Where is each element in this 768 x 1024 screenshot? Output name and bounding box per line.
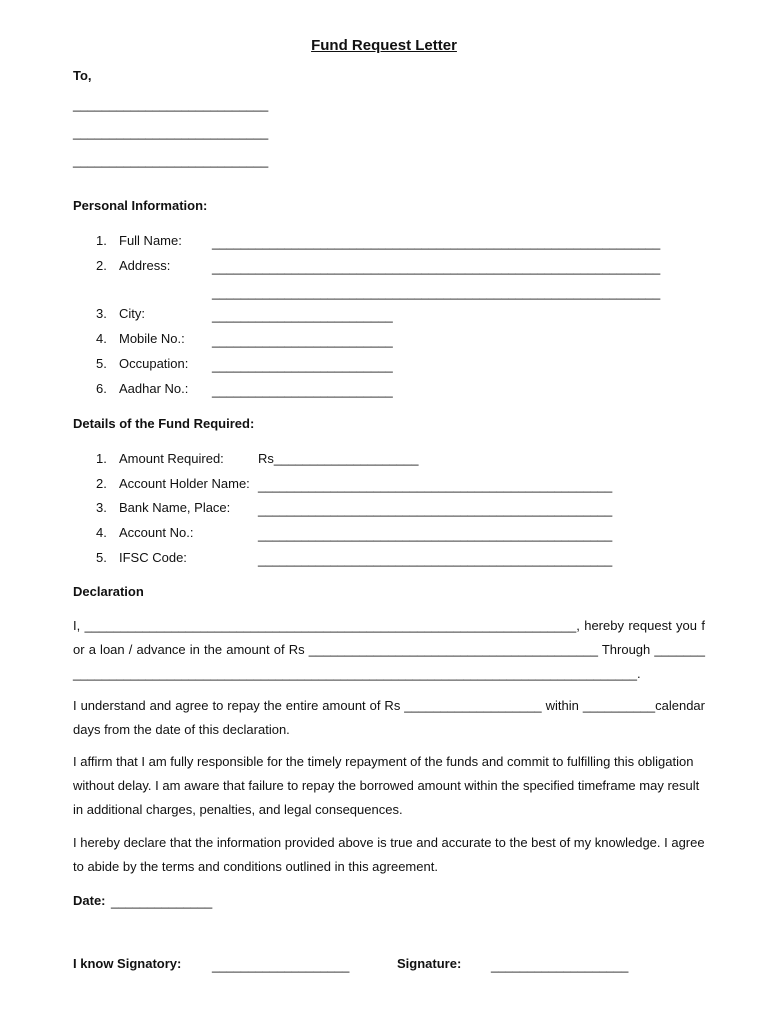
mobile-field[interactable]: _________________________ — [212, 333, 393, 348]
aadhar-label: Aadhar No.: — [119, 381, 189, 396]
date-field[interactable]: ______________ — [111, 894, 213, 909]
account-holder-label: Account Holder Name: — [119, 476, 250, 491]
fund-details-heading: Details of the Fund Required: — [73, 416, 255, 431]
personal-item-num: 4. — [96, 331, 107, 346]
aadhar-field[interactable]: _________________________ — [212, 383, 393, 398]
occupation-field[interactable]: _________________________ — [212, 358, 393, 373]
city-field[interactable]: _________________________ — [212, 308, 393, 323]
date-label: Date: — [73, 893, 106, 908]
full-name-field[interactable]: ______________________________________________________________ — [212, 235, 661, 250]
fund-item-num: 5. — [96, 550, 107, 565]
city-label: City: — [119, 306, 145, 321]
signatory-label: I know Signatory: — [73, 956, 182, 971]
ifsc-field[interactable]: _________________________________________________ — [258, 552, 613, 567]
signatory-field[interactable]: ___________________ — [212, 958, 350, 973]
mobile-label: Mobile No.: — [119, 331, 185, 346]
signature-field[interactable]: ___________________ — [491, 958, 629, 973]
fund-item-num: 1. — [96, 451, 107, 466]
declaration-heading: Declaration — [73, 584, 144, 599]
personal-item-num: 2. — [96, 258, 107, 273]
account-no-label: Account No.: — [119, 525, 194, 540]
declaration-paragraph-2: I understand and agree to repay the entire amount of Rs ___________________ within __________calendar days from the date of this declaration. — [73, 698, 705, 737]
personal-item-num: 3. — [96, 306, 107, 321]
to-label: To, — [73, 68, 92, 83]
address-label: Address: — [119, 258, 171, 273]
ifsc-label: IFSC Code: — [119, 550, 187, 565]
personal-item-num: 5. — [96, 356, 107, 371]
amount-label: Amount Required: — [119, 451, 224, 466]
declaration-paragraph-1: I, ____________________________________________________________________, hereby request you for a loan / advance in the amount of Rs ________________________________________ Through _____________________________________________________________________________________. — [73, 618, 705, 681]
fund-item-num: 3. — [96, 500, 107, 515]
to-line-2[interactable]: ___________________________ — [73, 125, 269, 140]
signature-label: Signature: — [397, 956, 462, 971]
account-holder-field[interactable]: _________________________________________________ — [258, 478, 613, 493]
full-name-label: Full Name: — [119, 233, 182, 248]
fund-item-num: 4. — [96, 525, 107, 540]
declaration-paragraph-3: I affirm that I am fully responsible for the timely repayment of the funds and commit to fulfilling this obligation without delay. I am aware that failure to repay the borrowed amount within the specified timeframe may result in additional charges, penalties, and legal consequences. — [73, 754, 700, 817]
to-line-3[interactable]: ___________________________ — [73, 153, 269, 168]
bank-name-label: Bank Name, Place: — [119, 500, 231, 515]
personal-info-heading: Personal Information: — [73, 198, 208, 213]
to-line-1[interactable]: ___________________________ — [73, 97, 269, 112]
bank-name-field[interactable]: _________________________________________________ — [258, 502, 613, 517]
occupation-label: Occupation: — [119, 356, 189, 371]
account-no-field[interactable]: _________________________________________________ — [258, 527, 613, 542]
fund-item-num: 2. — [96, 476, 107, 491]
address-field-1[interactable]: ______________________________________________________________ — [212, 260, 661, 275]
address-field-2[interactable]: ______________________________________________________________ — [212, 285, 661, 300]
amount-field[interactable]: Rs____________________ — [258, 451, 419, 466]
page-title: Fund Request Letter — [311, 37, 457, 54]
personal-item-num: 6. — [96, 381, 107, 396]
declaration-paragraph-4: I hereby declare that the information provided above is true and accurate to the best of my knowledge. I agree to abide by the terms and conditions outlined in this agreement. — [73, 835, 705, 874]
personal-item-num: 1. — [96, 233, 107, 248]
